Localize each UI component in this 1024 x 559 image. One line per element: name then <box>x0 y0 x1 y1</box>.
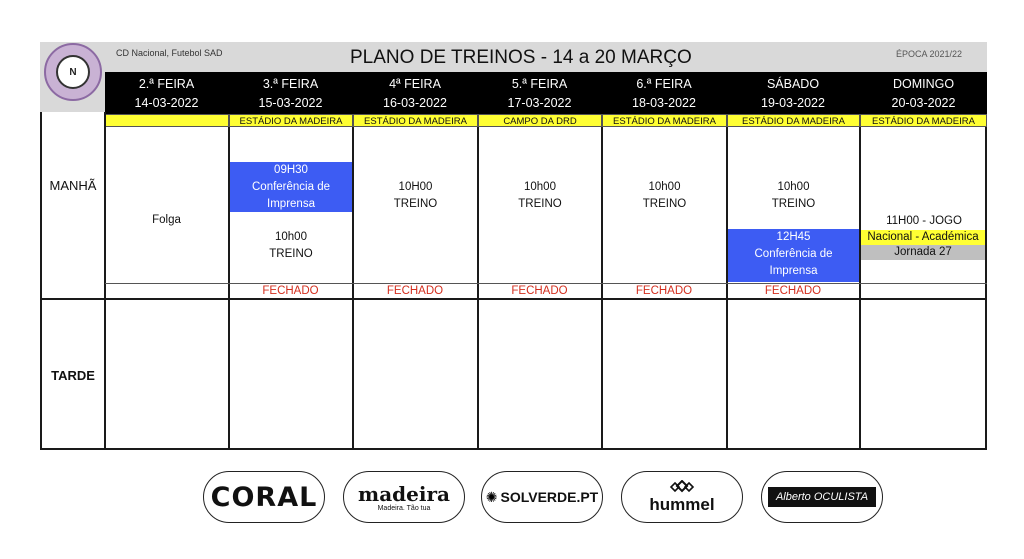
venue-fri: ESTÁDIO DA MADEIRA <box>602 114 727 127</box>
sun-round: Jornada 27 <box>861 245 985 260</box>
club-name: CD Nacional, Futebol SAD <box>116 48 223 58</box>
sun-match: Nacional - Académica <box>861 230 985 245</box>
day-header-sat: SÁBADO 19-03-2022 <box>761 77 825 110</box>
closed-tue: FECHADO <box>262 285 319 297</box>
day-header-fri: 6.ª FEIRA 18-03-2022 <box>632 77 696 110</box>
hummel-bee-icon <box>667 480 697 496</box>
sun-game-time: 11H00 - JOGO <box>886 215 962 227</box>
venue-sat: ESTÁDIO DA MADEIRA <box>727 114 860 127</box>
sponsor-solverde <box>481 471 603 523</box>
season-label: ÉPOCA 2021/22 <box>896 49 963 59</box>
grid-line <box>859 127 861 450</box>
day-header-thu: 5.ª FEIRA 17-03-2022 <box>507 77 572 110</box>
hummel-logo: hummel <box>649 495 715 514</box>
sponsor-alberto <box>761 471 883 523</box>
solverde-icon: ✺ <box>485 488 498 505</box>
venue-tue: ESTÁDIO DA MADEIRA <box>229 114 353 127</box>
madeira-tagline: Madeira. Tão tua <box>377 504 431 512</box>
grid-line <box>104 112 106 450</box>
sat-press-conference: 12H45 Conferência de Imprensa <box>728 229 859 282</box>
tue-press-conference: 09H30 Conferência de Imprensa <box>230 162 352 212</box>
venue-thu: CAMPO DA DRD <box>478 114 602 127</box>
venue-wed: ESTÁDIO DA MADEIRA <box>353 114 478 127</box>
wed-training: 10H00 TREINO <box>393 181 438 210</box>
closed-fri: FECHADO <box>635 285 693 297</box>
club-crest-icon: N <box>44 43 102 101</box>
closed-wed: FECHADO <box>386 285 444 297</box>
tue-training: 10h00 TREINO <box>269 231 313 260</box>
sat-training: 10h00 TREINO <box>771 181 816 210</box>
closed-sat: FECHADO <box>764 285 822 297</box>
fri-training: 10h00 TREINO <box>642 181 687 210</box>
sponsor-hummel <box>621 471 743 523</box>
closed-thu: FECHADO <box>511 285 568 297</box>
venue-mon <box>105 114 229 127</box>
sponsor-madeira <box>343 471 465 523</box>
solverde-logo: SOLVERDE.PT <box>500 489 599 505</box>
thu-training: 10h00 TREINO <box>518 181 562 210</box>
day-header-wed: 4ª FEIRA 16-03-2022 <box>383 77 447 110</box>
mon-morning: Folga <box>152 214 181 226</box>
coral-logo: CORAL <box>210 481 318 513</box>
alberto-logo: Alberto OCULISTA <box>768 487 876 507</box>
page-title: PLANO DE TREINOS - 14 a 20 MARÇO <box>350 47 692 68</box>
day-header-tue: 3.ª FEIRA 15-03-2022 <box>258 77 323 110</box>
row-label-morning: MANHÃ <box>49 178 97 193</box>
row-label-afternoon: TARDE <box>51 368 95 383</box>
day-header-sun: DOMINGO 20-03-2022 <box>891 77 956 110</box>
day-header-mon: 2.ª FEIRA 14-03-2022 <box>134 77 199 110</box>
sponsor-coral <box>203 471 325 523</box>
grid-line <box>40 298 987 300</box>
madeira-logo: madeira <box>358 481 450 506</box>
venue-sun: ESTÁDIO DA MADEIRA <box>860 114 987 127</box>
